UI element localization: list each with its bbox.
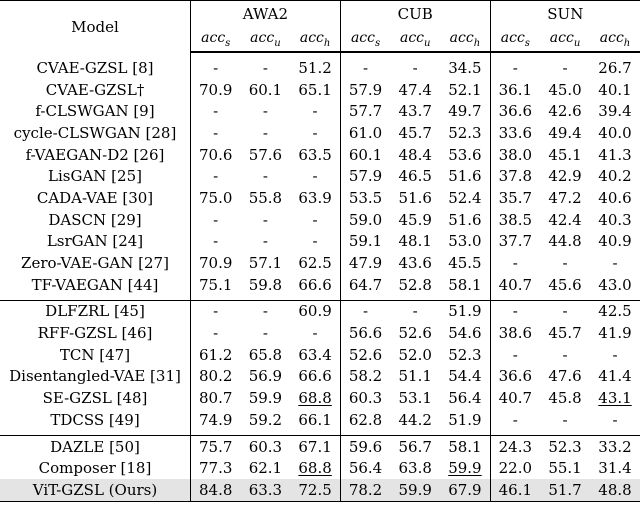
result-cell: 42.9	[548, 167, 582, 186]
result-cell: 34.5	[448, 58, 482, 77]
result-cell: 80.7	[191, 387, 241, 409]
result-cell: -	[412, 58, 418, 77]
result-cell: 51.6	[448, 210, 482, 229]
metric-header: acc$_s$	[340, 27, 390, 52]
result-cell: 26.7	[598, 58, 632, 77]
result-cell: 53.0	[448, 232, 482, 251]
result-cell: -	[262, 167, 268, 186]
result-cell: 42.6	[548, 102, 582, 121]
dataset-header-sun: SUN	[490, 1, 640, 28]
table-row	[0, 435, 640, 457]
model-name: f-VAEGAN-D2 [26]	[25, 145, 165, 164]
result-cell: 57.1	[248, 254, 283, 273]
result-cell: -	[490, 409, 540, 431]
metric-header: acc$_h$	[590, 27, 640, 52]
result-cell: -	[262, 58, 268, 77]
result-cell: 51.1	[398, 367, 432, 386]
result-cell: 58.1	[448, 437, 482, 456]
model-name: ViT-GZSL (Ours)	[0, 479, 191, 501]
result-cell: 36.6	[490, 366, 540, 388]
result-cell: 43.6	[398, 254, 432, 273]
model-name: DLFZRL [45]	[45, 302, 145, 321]
result-cell: -	[191, 165, 241, 187]
result-cell: 70.9	[191, 252, 241, 274]
table-row	[0, 79, 640, 101]
model-column-header: Model	[0, 1, 191, 53]
result-cell: -	[191, 322, 241, 344]
model-name: CVAE-GZSL [8]	[36, 58, 154, 77]
result-cell: 57.7	[340, 100, 390, 122]
result-cell: 43.0	[598, 275, 632, 294]
result-cell: 31.4	[598, 459, 632, 478]
table-row	[0, 479, 640, 501]
result-cell: 42.5	[598, 302, 632, 321]
result-cell: 59.1	[340, 231, 390, 253]
result-cell: 60.1	[248, 80, 283, 99]
result-cell: -	[612, 410, 618, 429]
model-name: DASCN [29]	[48, 210, 142, 229]
result-cell: -	[490, 57, 540, 79]
model-name: SE-GZSL [48]	[42, 389, 148, 408]
result-cell: 72.5	[290, 479, 340, 501]
result-cell: -	[612, 254, 618, 273]
result-cell: 45.7	[548, 324, 582, 343]
result-cell: 51.7	[540, 479, 590, 501]
result-cell: -	[562, 254, 568, 273]
model-name: DAZLE [50]	[50, 437, 140, 456]
result-cell: -	[262, 232, 268, 251]
result-cell: 68.8	[298, 389, 332, 408]
result-cell: -	[262, 123, 268, 142]
result-cell: 64.7	[340, 274, 390, 296]
table-row	[0, 366, 640, 388]
result-cell: 59.0	[340, 209, 390, 231]
result-cell: 55.8	[248, 188, 283, 207]
metric-header: acc$_u$	[240, 27, 290, 52]
result-cell: -	[312, 123, 318, 142]
model-name: Composer [18]	[38, 459, 152, 478]
result-cell: 52.6	[398, 324, 432, 343]
result-cell: 61.0	[340, 122, 390, 144]
result-cell: 33.2	[598, 437, 632, 456]
result-cell: -	[562, 345, 568, 364]
result-cell: 45.7	[398, 123, 432, 142]
table-row	[0, 322, 640, 344]
result-cell: 38.6	[490, 322, 540, 344]
result-cell: 63.5	[298, 145, 332, 164]
result-cell: 84.8	[191, 479, 241, 501]
result-cell: 38.5	[490, 209, 540, 231]
result-cell: -	[312, 232, 318, 251]
result-cell: 59.9	[390, 479, 440, 501]
result-cell: 51.9	[448, 302, 482, 321]
result-cell: 67.9	[440, 479, 490, 501]
table-row	[0, 187, 640, 209]
result-cell: 41.9	[598, 324, 632, 343]
result-cell: 43.7	[398, 102, 432, 121]
result-cell: 40.0	[598, 123, 632, 142]
result-cell: -	[412, 302, 418, 321]
result-cell: 47.6	[548, 367, 582, 386]
result-cell: 24.3	[490, 435, 540, 457]
result-cell: 22.0	[490, 457, 540, 479]
result-cell: -	[490, 344, 540, 366]
result-cell: 48.4	[398, 145, 432, 164]
result-cell: 51.9	[448, 410, 482, 429]
result-cell: 75.7	[191, 435, 241, 457]
result-cell: 62.1	[248, 459, 283, 478]
result-cell: -	[262, 102, 268, 121]
result-cell: 47.4	[398, 80, 432, 99]
model-name: LsrGAN [24]	[46, 232, 144, 251]
result-cell: 48.1	[398, 232, 432, 251]
model-name: cycle-CLSWGAN [28]	[13, 123, 177, 142]
result-cell: 45.1	[548, 145, 582, 164]
result-cell: -	[562, 410, 568, 429]
result-cell: 63.8	[398, 459, 432, 478]
result-cell: 52.6	[340, 344, 390, 366]
table-row	[0, 165, 640, 187]
result-cell: 60.3	[340, 387, 390, 409]
result-cell: 53.1	[398, 389, 432, 408]
header-row-datasets	[0, 1, 640, 28]
result-cell: 53.6	[448, 145, 482, 164]
result-cell: 59.6	[340, 435, 390, 457]
result-cell: 35.7	[490, 187, 540, 209]
metric-header: acc$_h$	[440, 27, 490, 52]
result-cell: 56.9	[248, 367, 283, 386]
result-cell: 57.9	[340, 79, 390, 101]
result-cell: 52.0	[398, 345, 432, 364]
result-cell: -	[312, 324, 318, 343]
result-cell: 53.5	[340, 187, 390, 209]
result-cell: -	[191, 100, 241, 122]
result-cell: 52.4	[448, 188, 482, 207]
result-cell: 40.7	[490, 274, 540, 296]
model-name: TCN [47]	[59, 345, 131, 364]
table-row	[0, 57, 640, 79]
result-cell: 59.8	[248, 275, 283, 294]
result-cell: 52.3	[448, 123, 482, 142]
table-row	[0, 209, 640, 231]
metric-header: acc$_s$	[490, 27, 540, 52]
result-cell: 40.1	[598, 80, 632, 99]
result-cell: 43.1	[598, 389, 632, 408]
result-cell: 63.4	[298, 345, 332, 364]
result-cell: -	[262, 210, 268, 229]
result-cell: 41.4	[598, 367, 632, 386]
result-cell: 37.7	[490, 231, 540, 253]
result-cell: 56.4	[448, 389, 482, 408]
result-cell: 40.3	[598, 210, 632, 229]
table-row	[0, 457, 640, 479]
result-cell: 45.5	[448, 254, 482, 273]
result-cell: 65.8	[248, 345, 283, 364]
result-cell: 62.5	[298, 254, 332, 273]
result-cell: 58.1	[448, 275, 482, 294]
result-cell: 45.8	[548, 389, 582, 408]
result-cell: 51.2	[298, 58, 332, 77]
result-cell: -	[191, 209, 241, 231]
result-cell: -	[262, 324, 268, 343]
result-cell: 49.4	[548, 123, 582, 142]
result-cell: 59.9	[448, 459, 482, 478]
result-cell: 63.3	[240, 479, 290, 501]
result-cell: 47.2	[548, 188, 582, 207]
result-cell: 33.6	[490, 122, 540, 144]
result-cell: 52.8	[398, 275, 432, 294]
result-cell: 70.6	[191, 144, 241, 166]
table-row	[0, 344, 640, 366]
model-name: CADA-VAE [30]	[36, 188, 154, 207]
result-cell: 52.1	[448, 80, 482, 99]
result-cell: 51.6	[398, 188, 432, 207]
result-cell: 57.9	[340, 165, 390, 187]
result-cell: 62.8	[340, 409, 390, 431]
result-cell: 66.6	[298, 367, 332, 386]
result-cell: -	[191, 300, 241, 322]
result-cell: 77.3	[191, 457, 241, 479]
result-cell: -	[340, 300, 390, 322]
result-cell: 52.3	[448, 345, 482, 364]
result-cell: 61.2	[191, 344, 241, 366]
result-cell: -	[562, 302, 568, 321]
table-row	[0, 387, 640, 409]
result-cell: 70.9	[191, 79, 241, 101]
model-name: TDCSS [49]	[50, 410, 140, 429]
result-cell: 74.9	[191, 409, 241, 431]
result-cell: 44.8	[548, 232, 582, 251]
result-cell: 51.6	[448, 167, 482, 186]
result-cell: 38.0	[490, 144, 540, 166]
result-cell: 44.2	[398, 410, 432, 429]
dataset-header-cub: CUB	[340, 1, 490, 28]
result-cell: 36.6	[490, 100, 540, 122]
result-cell: -	[312, 210, 318, 229]
result-cell: 36.1	[490, 79, 540, 101]
result-cell: -	[562, 58, 568, 77]
result-cell: -	[612, 345, 618, 364]
metric-header: acc$_h$	[290, 27, 340, 52]
model-name: LisGAN [25]	[48, 167, 142, 186]
result-cell: 75.0	[191, 187, 241, 209]
result-cell: 68.8	[298, 459, 332, 478]
result-cell: 45.6	[548, 275, 582, 294]
result-cell: 60.3	[248, 437, 283, 456]
dataset-header-awa2: AWA2	[191, 1, 341, 28]
table-row	[0, 231, 640, 253]
model-name: CVAE-GZSL†	[45, 80, 145, 99]
result-cell: -	[191, 57, 241, 79]
result-cell: 41.3	[598, 145, 632, 164]
result-cell: 56.6	[340, 322, 390, 344]
result-cell: -	[340, 57, 390, 79]
result-cell: 52.3	[548, 437, 582, 456]
result-cell: 45.0	[548, 80, 582, 99]
model-name: Zero-VAE-GAN [27]	[21, 254, 169, 273]
table-body	[0, 52, 640, 501]
result-cell: 66.6	[298, 275, 332, 294]
result-cell: 45.9	[398, 210, 432, 229]
result-cell: 78.2	[340, 479, 390, 501]
result-cell: 39.4	[598, 102, 632, 121]
result-cell: 40.2	[598, 167, 632, 186]
model-name: TF-VAEGAN [44]	[31, 275, 159, 294]
table-row	[0, 300, 640, 322]
result-cell: -	[191, 122, 241, 144]
metric-header: acc$_u$	[540, 27, 590, 52]
result-cell: 54.4	[448, 367, 482, 386]
result-cell: -	[262, 302, 268, 321]
result-cell: 55.1	[548, 459, 582, 478]
result-cell: 40.7	[490, 387, 540, 409]
result-cell: 66.1	[298, 410, 332, 429]
result-cell: 40.6	[598, 188, 632, 207]
result-cell: 59.2	[248, 410, 283, 429]
result-cell: 65.1	[298, 80, 332, 99]
result-cell: -	[490, 300, 540, 322]
result-cell: 46.1	[490, 479, 540, 501]
result-cell: 67.1	[298, 437, 332, 456]
table-row	[0, 409, 640, 431]
result-cell: 46.5	[398, 167, 432, 186]
metric-header: acc$_u$	[390, 27, 440, 52]
result-cell: 59.9	[248, 389, 283, 408]
result-cell: 60.1	[340, 144, 390, 166]
result-cell: -	[490, 252, 540, 274]
result-cell: 58.2	[340, 366, 390, 388]
result-cell: 47.9	[340, 252, 390, 274]
model-name: Disentangled-VAE [31]	[9, 367, 181, 386]
result-cell: 60.9	[298, 302, 332, 321]
result-cell: -	[312, 102, 318, 121]
result-cell: -	[312, 167, 318, 186]
result-cell: 48.8	[590, 479, 640, 501]
table-row	[0, 274, 640, 296]
table-row	[0, 144, 640, 166]
result-cell: 75.1	[191, 274, 241, 296]
result-cell: 80.2	[191, 366, 241, 388]
table-row	[0, 100, 640, 122]
table-row	[0, 252, 640, 274]
result-cell: -	[191, 231, 241, 253]
result-cell: 40.9	[598, 232, 632, 251]
result-cell: 63.9	[298, 188, 332, 207]
result-cell: 56.7	[398, 437, 432, 456]
model-name: f-CLSWGAN [9]	[35, 102, 155, 121]
metric-header: acc$_s$	[191, 27, 241, 52]
result-cell: 49.7	[448, 102, 482, 121]
model-name: RFF-GZSL [46]	[37, 324, 153, 343]
table-row	[0, 122, 640, 144]
result-cell: 37.8	[490, 165, 540, 187]
result-cell: 57.6	[248, 145, 283, 164]
result-cell: 56.4	[340, 457, 390, 479]
result-cell: 54.6	[448, 324, 482, 343]
result-cell: 42.4	[548, 210, 582, 229]
